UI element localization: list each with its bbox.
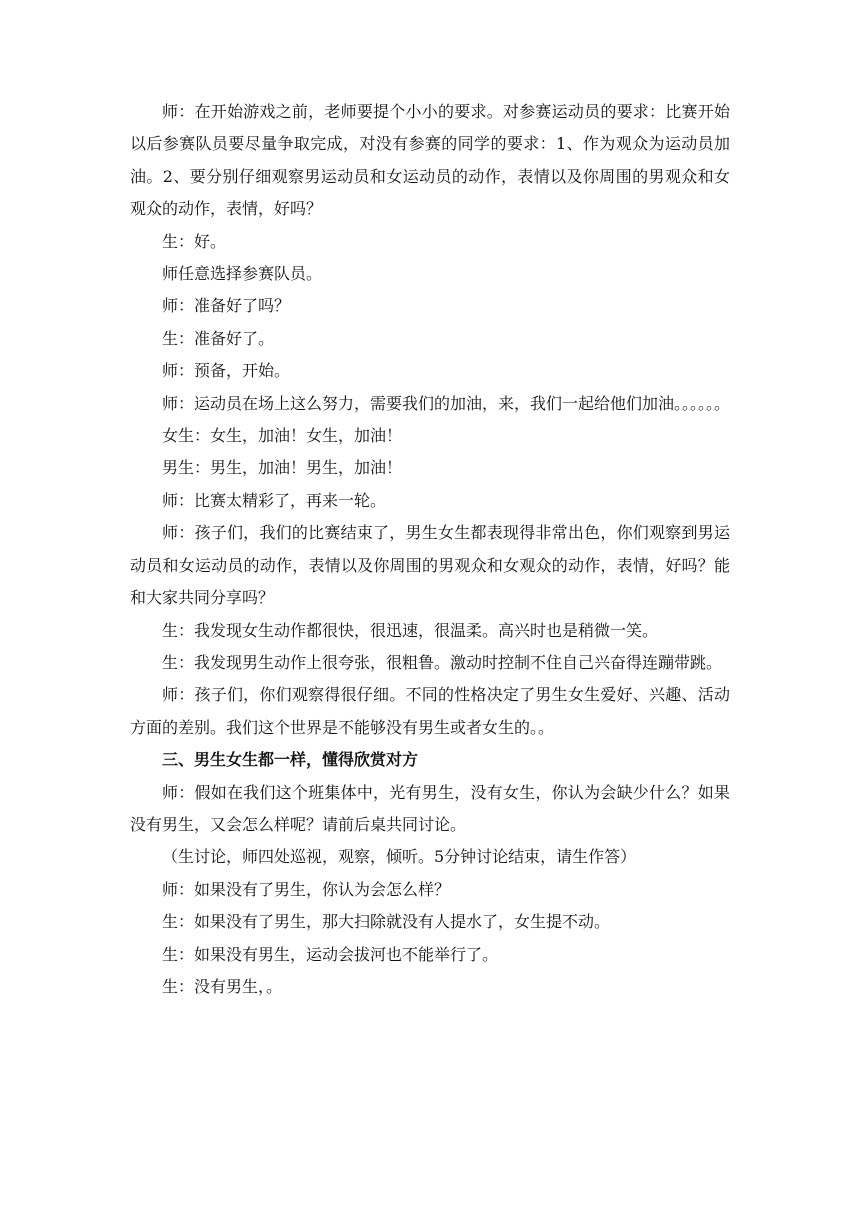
paragraph: 生：没有男生，。: [162, 976, 283, 996]
paragraph: 师：孩子们，你们观察得很仔细。不同的性格决定了男生女生爱好、兴趣、活动方面的差别。我们这个世界是不能够没有男生或者女生的。。: [130, 685, 730, 737]
section-heading: 三、男生女生都一样，懂得欣赏对方: [162, 750, 419, 770]
paragraph: 师：在开始游戏之前，老师要提个小小的要求。对参赛运动员的要求：比赛开始以后参赛队员要尽量争取完成，对没有参赛的同学的要求：1、作为观众为运动员加油。2、要分别仔细观察男运动员和女运动员的动作，表情以及你周围的男观众和女观众的动作，表情，好吗？: [130, 102, 730, 219]
paragraph: 女生：女生，加油！女生，加油！: [162, 426, 403, 446]
paragraph: 生：如果没有男生，运动会拔河也不能举行了。: [162, 944, 499, 964]
paragraph: 师任意选择参赛队员。: [162, 264, 323, 284]
paragraph: 生：好。: [162, 231, 227, 251]
paragraph: 师：运动员在场上这么努力，需要我们的加油，来，我们一起给他们加油。。。。。。: [162, 393, 731, 413]
paragraph: 师：比赛太精彩了，再来一轮。: [162, 490, 387, 510]
paragraph: 男生：男生，加油！男生，加油！: [162, 458, 403, 478]
paragraph: （生讨论，师四处巡视，观察，倾听。5分钟讨论结束，请生作答）: [162, 847, 637, 867]
paragraph: 师：准备好了吗？: [162, 296, 291, 316]
paragraph: 生：如果没有了男生，那大扫除就没有人提水了，女生提不动。: [162, 912, 611, 932]
paragraph: 生：我发现男生动作上很夸张，很粗鲁。激动时控制不住自己兴奋得连蹦带跳。: [162, 652, 723, 672]
paragraph: 师：孩子们，我们的比赛结束了，男生女生都表现得非常出色，你们观察到男运动员和女运动员的动作，表情以及你周围的男观众和女观众的动作，表情，好吗？能和大家共同分享吗？: [130, 523, 730, 608]
paragraph: 师：预备，开始。: [162, 361, 291, 381]
paragraph: 生：准备好了。: [162, 328, 275, 348]
document-page: [130, 96, 730, 1003]
paragraph: 师：假如在我们这个班集体中，光有男生，没有女生，你认为会缺少什么？如果没有男生，又会怎么样呢？请前后桌共同讨论。: [130, 782, 730, 834]
paragraph: 师：如果没有了男生，你认为会怎么样？: [162, 879, 451, 899]
paragraph: 生：我发现女生动作都很快，很迅速，很温柔。高兴时也是稍微一笑。: [162, 620, 659, 640]
